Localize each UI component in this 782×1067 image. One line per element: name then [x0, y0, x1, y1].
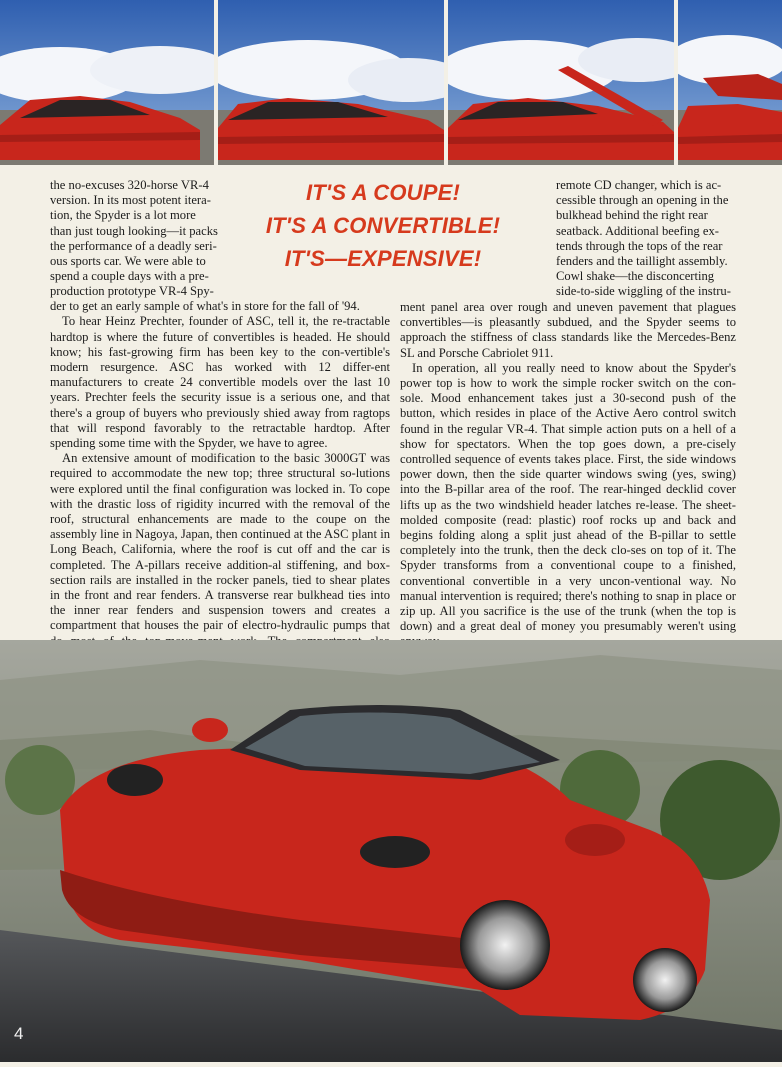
right-column-intro	[556, 178, 736, 300]
text-line: bulkhead behind the right rear	[556, 208, 708, 223]
headline-line-1: IT'S A COUPE!	[305, 180, 461, 205]
paragraph: To hear Heinz Prechter, founder of ASC, tell it, the re-tractable hardtop is where the future of convertibles is headed. He should know; his fast-growing firm has been key to the con-vertible's modern resurgence. ASC has worked with 12 differ-ent manufacturers to create 24 convertible models over the last 10 years. Prechter feels the security issue is a serious one, and that there's a group of buyers who previously shied away from ragtops that will respond favorably to the retractable hardtop. After spending some time with the Spyder, we have to agree.	[50, 314, 390, 451]
paragraph: An extensive amount of modification to the basic 3000GT was required to accommodate the new top; three structural so-lutions were explored until the final configuration was locked in. To cope with the drastic loss of rigidity incurred with the removal of the roof, structural enhancements are made to the coupe on the assembly line in Nagoya, Japan, then continued at the ASC plant in Long Beach, California, where the roof is cut off and the car is completed. The A-pillars receive addition-al stiffening, and box-section rails are installed in the rocker panels, tied to shear plates in the front and rear fenders. A transverse rear bulkhead ties into the inner rear fenders and suspension towers and creates a compartment that houses the pair of electro-hydraulic pumps that	[50, 451, 390, 633]
right-column-body	[400, 300, 736, 665]
headline-line-2: IT'S A CONVERTIBLE!	[265, 213, 501, 238]
left-column-body	[50, 284, 390, 664]
top-photo-sequence	[0, 0, 782, 165]
text-line: than just tough looking—it packs	[50, 223, 218, 238]
text-line: side-to-side wiggling of the instru-	[556, 284, 731, 299]
paragraph: der to get an early sample of what's in store for the fall of '94.	[50, 299, 360, 314]
text-line: spend a couple days with a pre-	[50, 269, 209, 284]
text-line: seatback. Additional beefing ex-	[556, 223, 719, 238]
paragraph: ment panel area over rough and uneven pavement that plagues convertibles—is pleasantly subdued, and the Spyder seems to approach the stiffness of class standards like the Mercedes-Benz SL and Porsche Cabriolet 911.	[400, 300, 736, 360]
text-line: ous sports car. We were able to	[50, 254, 206, 269]
photo-frame-1	[0, 0, 214, 165]
text-line: the no-excuses 320-horse VR-4	[50, 178, 209, 192]
photo-frame-3	[448, 0, 674, 165]
text-line: tends through the tops of the rear	[556, 238, 723, 253]
photo-frame-4	[678, 0, 782, 165]
paragraph: In operation, all you really need to know about the Spyder's power top is how to work the simple rocker switch on the con-sole. Mood enhancement takes just a 30-second push of the button, which resides in place of the Active Aero control switch found in the regular VR-4. That simple action puts on a hell of a show for spectators. When the top goes down, a pre-cisely controlled sequence of events takes place. First, the side windows power down, then the side quarter windows swing (yes, swing) into the B-pillar area of the roof. The rear-hinged decklid cover lifts up as the two windshield header latches re-lease. The sheet-molded composite (read: plastic) roof rocks up and back and begins folding along a split just ahead of the B-pillar to settle completely into the trunk, then the deck clo-ses on top of it. The Spyder transforms from a conventional coupe to a finished, conventional convertible in a very uncon-ventional way. No manual intervention is required; there's nothing to snap in place or zip up. All you sacrifice is the use of the trunk (when the top is down) and a great deal of money you presumably weren't using	[400, 360, 736, 634]
text-line: Cowl shake—the disconcerting	[556, 269, 715, 284]
text-line: production prototype VR-4 Spy-	[50, 284, 214, 298]
headline-line-3: IT'S—EXPENSIVE!	[284, 246, 482, 271]
text-line: the performance of a deadly seri-	[50, 238, 217, 253]
text-line: remote CD changer, which is ac-	[556, 178, 722, 192]
text-line: cessible through an opening in the	[556, 193, 729, 208]
headline	[248, 176, 518, 275]
left-column-intro	[50, 178, 246, 284]
page-number: 4	[14, 1024, 24, 1043]
photo-frame-2	[218, 0, 444, 165]
text-line: fenders and the taillight assembly.	[556, 254, 728, 269]
text-line: tion, the Spyder is a lot more	[50, 208, 196, 223]
hero-car-photo	[0, 640, 782, 1062]
text-line: version. In its most potent itera-	[50, 193, 211, 208]
